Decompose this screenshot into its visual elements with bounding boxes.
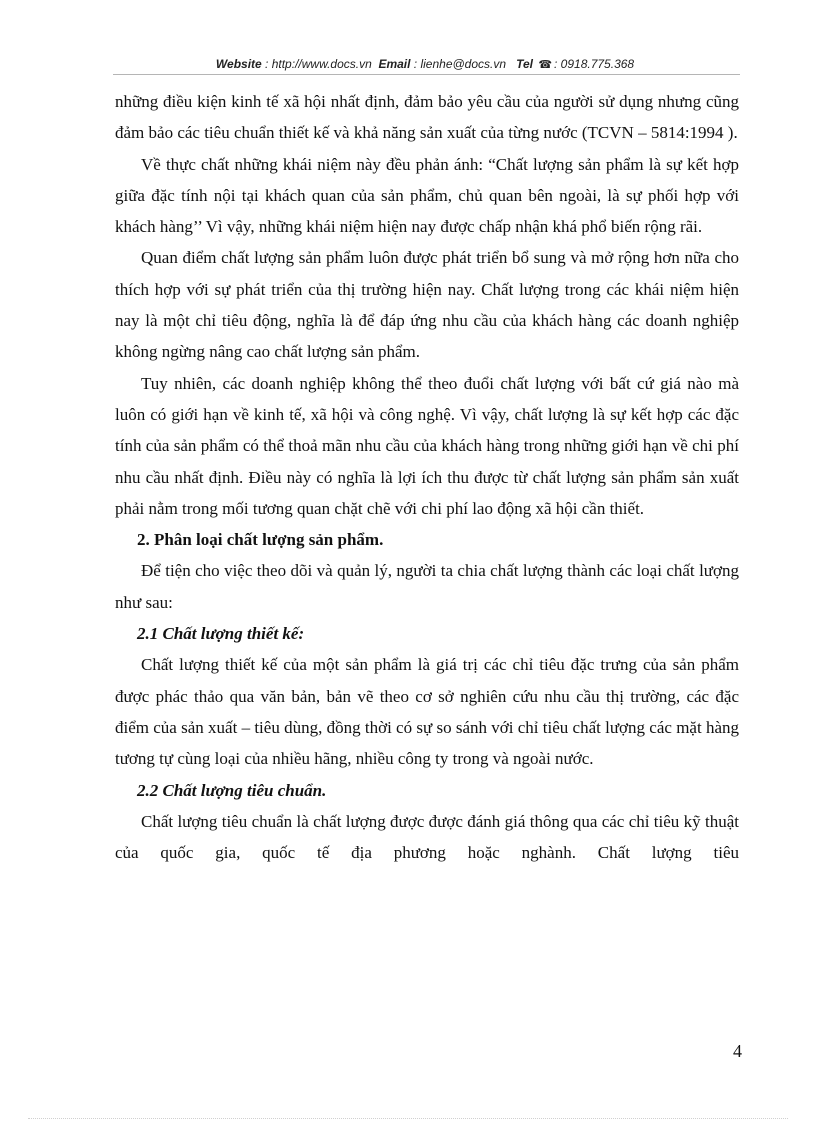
paragraph: Quan điểm chất lượng sản phẩm luôn được phát triển bổ sung và mở rộng hơn nữa cho thích hợp với sự phát triển của thị trường hiện nay. Chất lượng trong các khái niệm hiện nay là một chỉ tiêu động, nghĩa là để đáp ứng nhu cầu của khách hàng các doanh nghiệp không ngừng nâng cao chất lượng sản phẩm. xyxy=(115,248,739,362)
footer-divider xyxy=(28,1118,788,1119)
page-number: 4 xyxy=(733,1041,742,1061)
paragraph: Chất lượng thiết kế của một sản phẩm là giá trị các chỉ tiêu đặc trưng của sản phẩm được phác thảo qua văn bản, bản vẽ theo cơ sở nghiên cứu nhu cầu thị trường, các đặc điểm của sản xuất – tiêu dùng, đồng thời có sự so sánh với chỉ tiêu chất lượng các mặt hàng tương tự cùng loại của nhiều hãng, nhiều công ty trong và ngoài nước. xyxy=(115,655,739,769)
email-value: lienhe@docs.vn xyxy=(420,57,507,71)
website-label: Website xyxy=(215,57,262,71)
paragraph: Tuy nhiên, các doanh nghiệp không thể theo đuổi chất lượng với bất cứ giá nào mà luôn có giới hạn về kinh tế, xã hội và công nghệ. Vì vậy, chất lượng là sự kết hợp các đặc tính của sản phẩm có thể thoả mãn nhu cầu của khách hàng trong những giới hạn về chi phí nhu cầu nhất định. Điều này có nghĩa là lợi ích thu được từ chất lượng sản phẩm sản xuất phải nằm trong mối tương quan chặt chẽ với chi phí lao động xã hội cần thiết. xyxy=(115,373,739,518)
website-separator: : xyxy=(261,57,272,71)
subsection-heading: 2.2 Chất lượng tiêu chuẩn. xyxy=(137,780,327,800)
document-body xyxy=(115,86,739,868)
header-divider xyxy=(113,74,740,75)
email-separator: : xyxy=(410,57,421,71)
paragraph: Về thực chất những khái niệm này đều phản ánh: “Chất lượng sản phẩm là sự kết hợp giữa đặc tính nội tại khách quan của sản phẩm, chủ quan bên ngoài, là sự phối hợp với khách hàng’’ Vì vậy, những khái niệm hiện nay được chấp nhận khá phổ biến rộng rãi. xyxy=(115,154,739,237)
tel-label: Tel xyxy=(516,57,533,71)
tel-value: : 0918.775.368 xyxy=(554,57,635,71)
website-url: http://www.docs.vn xyxy=(271,57,372,71)
phone-icon: ☎ xyxy=(538,59,553,71)
paragraph: những điều kiện kinh tế xã hội nhất định, đảm bảo yêu cầu của người sử dụng nhưng cũng đảm bảo các tiêu chuẩn thiết kế và khả năng sản xuất của từng nước (TCVN – 5814:1994 ). xyxy=(115,92,739,143)
page-header xyxy=(110,57,740,71)
email-label: Email xyxy=(378,57,411,71)
paragraph: Để tiện cho việc theo dõi và quản lý, người ta chia chất lượng thành các loại chất lượng như sau: xyxy=(115,561,739,612)
paragraph: Chất lượng tiêu chuẩn là chất lượng được được đánh giá thông qua các chỉ tiêu kỹ thuật của quốc gia, quốc tế địa phương hoặc nghành. Chất lượng tiêu xyxy=(115,811,739,863)
subsection-heading: 2.1 Chất lượng thiết kế: xyxy=(137,624,305,644)
section-heading: 2. Phân loại chất lượng sản phẩm. xyxy=(137,530,384,550)
